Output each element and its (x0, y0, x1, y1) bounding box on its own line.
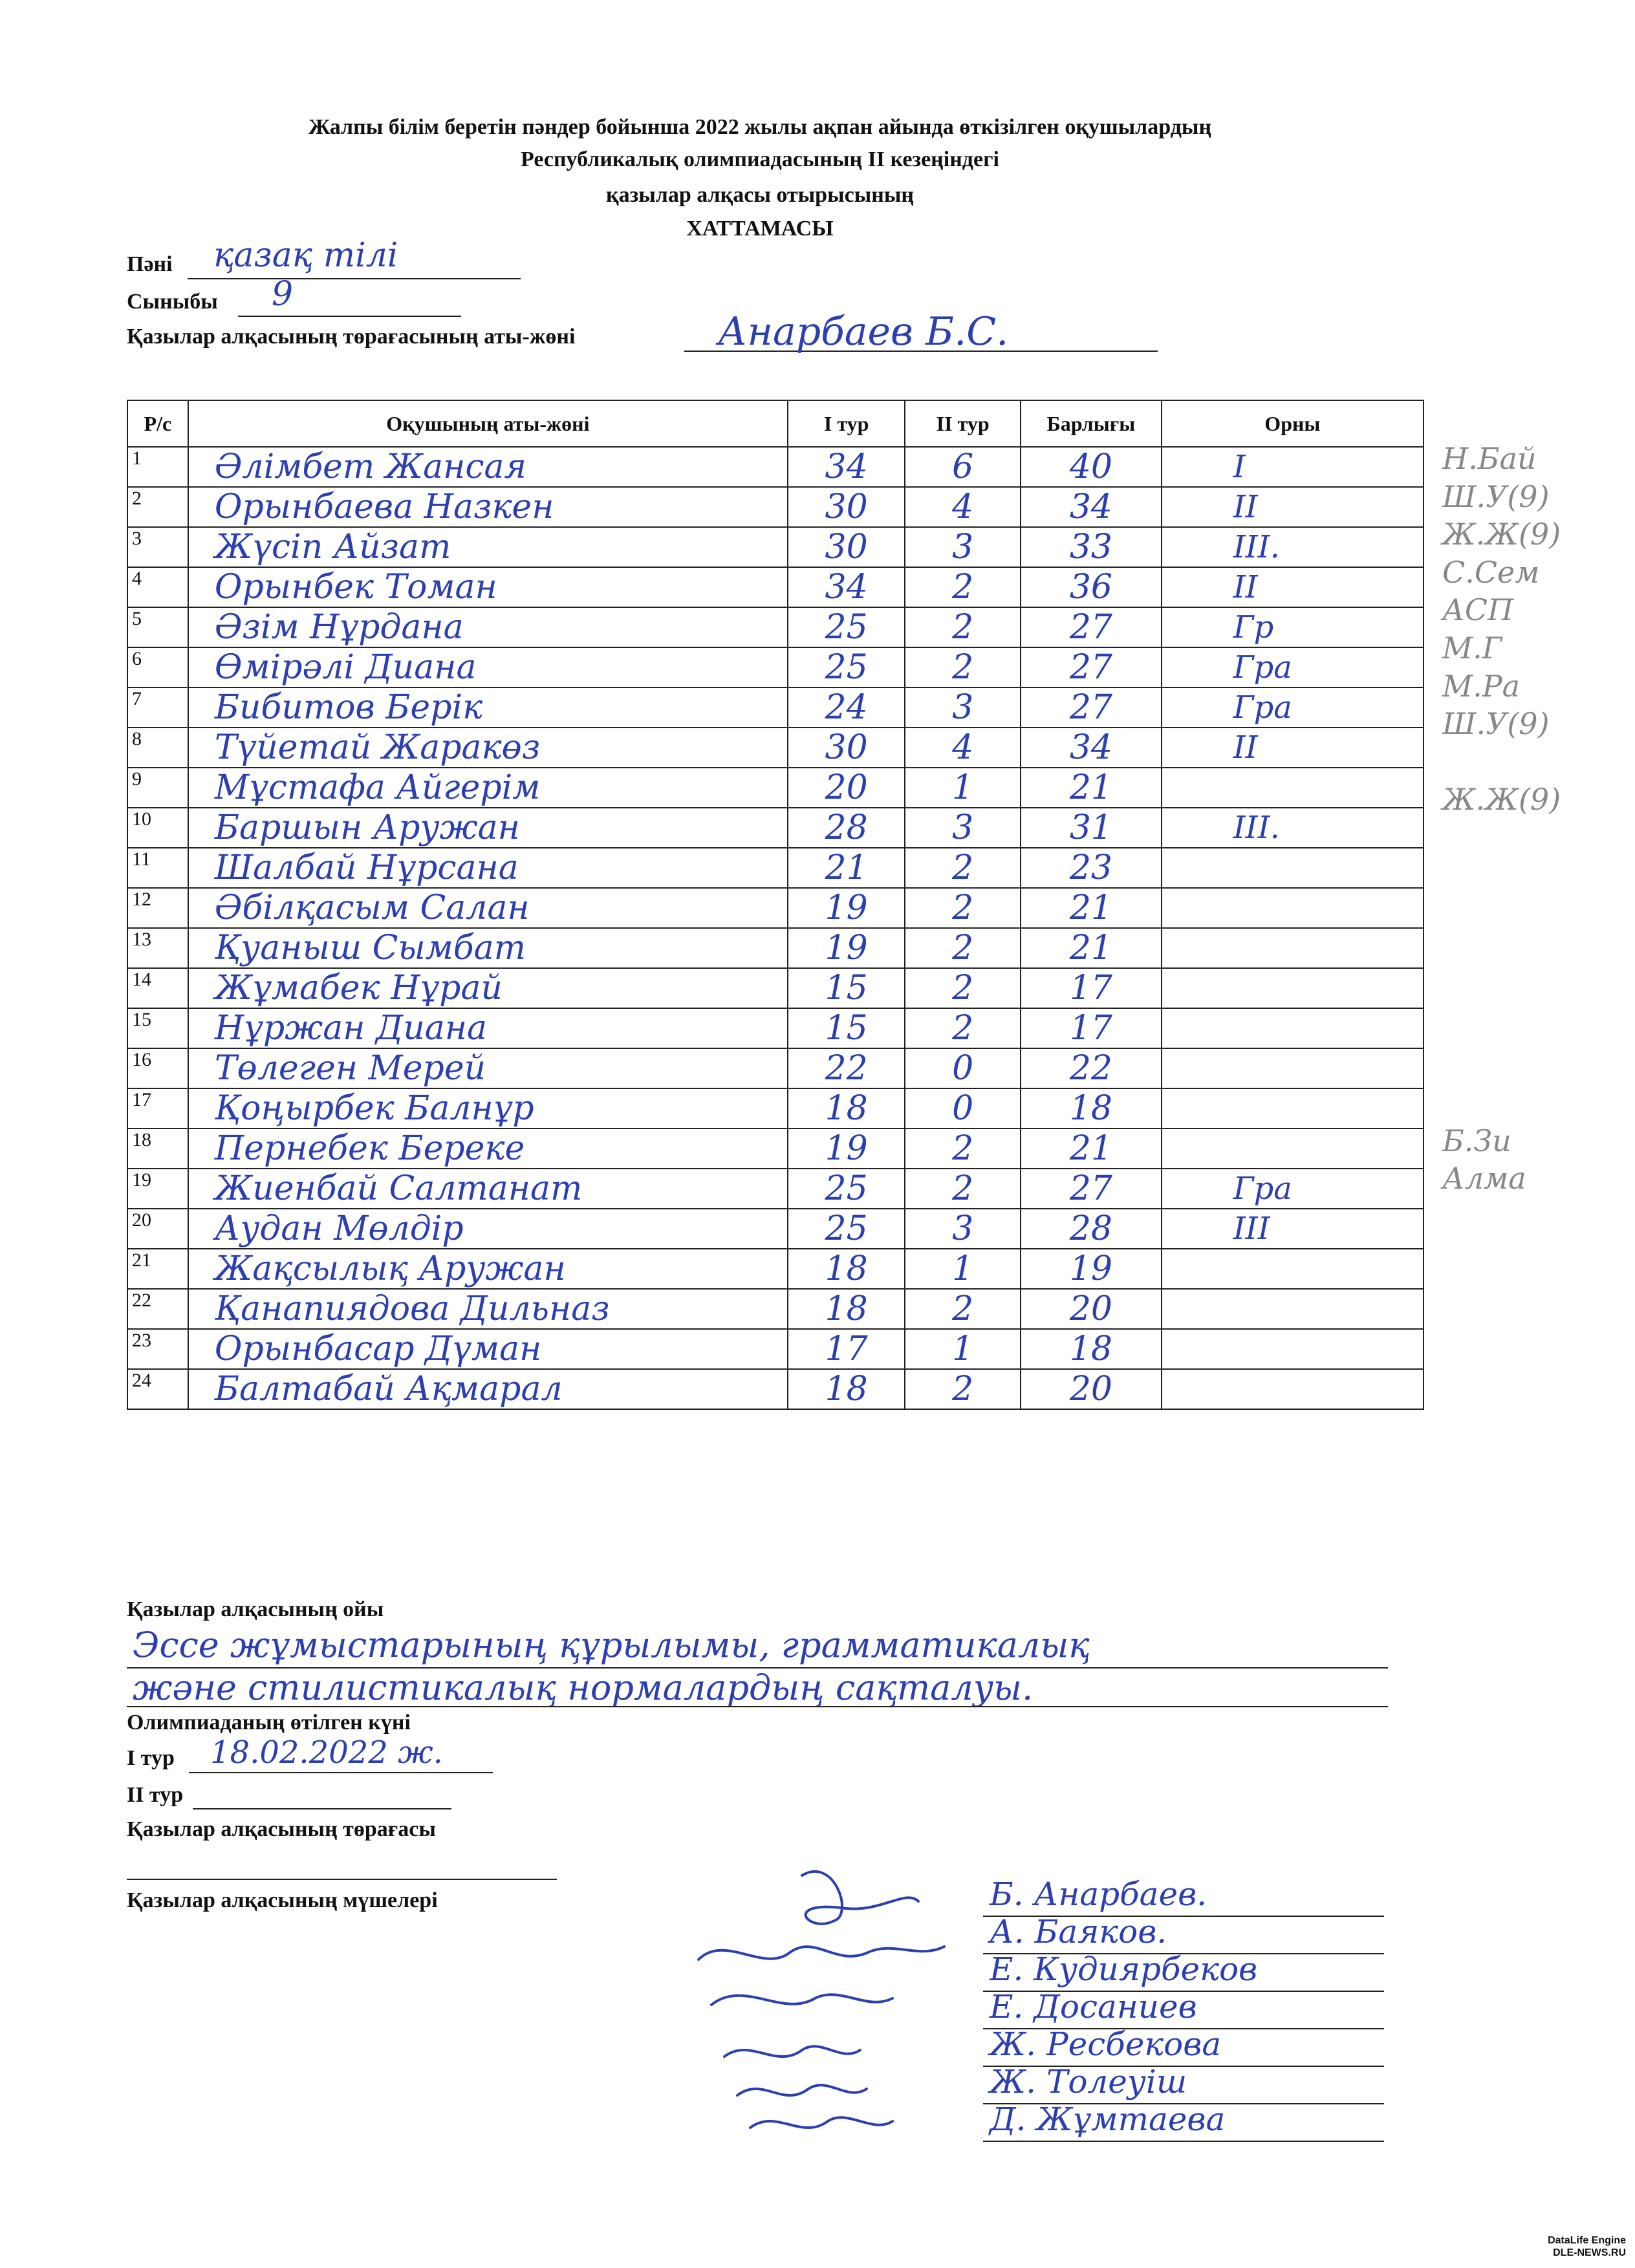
table-row (127, 1048, 1424, 1088)
total-score: 18 (1021, 1088, 1162, 1129)
col-header-name: Оқушының аты-жөні (188, 400, 788, 447)
tour2-score: 1 (905, 768, 1021, 808)
row-number: 23 (127, 1329, 188, 1369)
row-number: 3 (127, 527, 188, 567)
place (1162, 888, 1424, 928)
tour2-label: ІІ тур (127, 1783, 184, 1807)
total-score: 22 (1021, 1048, 1162, 1088)
total-score: 31 (1021, 808, 1162, 848)
margin-note: Ж.Ж(9) (1442, 782, 1561, 817)
student-name: Қоңырбек Балнұр (188, 1088, 788, 1129)
tour1-score: 30 (788, 527, 905, 567)
table-row (127, 1289, 1424, 1329)
tour2-score: 2 (905, 848, 1021, 888)
opinion-rule-2 (127, 1706, 1388, 1707)
tour2-score: 2 (905, 1169, 1021, 1209)
tour1-score: 28 (788, 808, 905, 848)
place (1162, 1129, 1424, 1169)
tour1-score: 25 (788, 1169, 905, 1209)
total-score: 23 (1021, 848, 1162, 888)
table-row (127, 968, 1424, 1008)
table-body (127, 447, 1424, 1409)
student-name: Орынбаева Назкен (188, 487, 788, 527)
total-score: 21 (1021, 1129, 1162, 1169)
tour2-score: 2 (905, 1369, 1021, 1409)
student-name: Жиенбай Салтанат (188, 1169, 788, 1209)
student-name: Шалбай Нұрсана (188, 848, 788, 888)
row-number: 17 (127, 1088, 188, 1129)
members-label: Қазылар алқасының мүшелері (127, 1888, 438, 1912)
tour1-date: 18.02.2022 ж. (210, 1734, 443, 1771)
col-header-tour1: І тур (788, 400, 905, 447)
table-row (127, 687, 1424, 728)
student-name: Орынбасар Дүман (188, 1329, 788, 1369)
margin-note: С.Сем (1442, 554, 1540, 590)
tour2-score: 4 (905, 487, 1021, 527)
col-header-number: Р/с (127, 400, 188, 447)
place (1162, 1329, 1424, 1369)
chair-sign-label: Қазылар алқасының төрағасы (127, 1817, 436, 1841)
tour2-line (193, 1808, 451, 1809)
margin-note: М.Г (1442, 631, 1502, 665)
row-number: 6 (127, 647, 188, 687)
student-name: Орынбек Томан (188, 567, 788, 607)
table-row (127, 1129, 1424, 1169)
place: ІІ (1162, 728, 1424, 768)
student-name: Нұржан Диана (188, 1008, 788, 1048)
results-table (127, 400, 1424, 1410)
col-header-place: Орны (1162, 400, 1424, 447)
place (1162, 928, 1424, 968)
footer-line-1: DataLife Engine (1548, 2235, 1626, 2246)
place: Гра (1162, 647, 1424, 687)
tour1-score: 22 (788, 1048, 905, 1088)
header-line-1: Жалпы білім беретін пәндер бойынша 2022 жылы ақпан айында өткізілген оқушылардың (308, 115, 1212, 139)
table-row (127, 447, 1424, 487)
grade-label: Сыныбы (127, 290, 218, 314)
student-name: Қуаныш Сымбат (188, 928, 788, 968)
tour1-score: 25 (788, 607, 905, 647)
tour1-line (189, 1772, 493, 1773)
tour2-score: 3 (905, 808, 1021, 848)
student-name: Пернебек Берекe (188, 1129, 788, 1169)
tour1-score: 18 (788, 1088, 905, 1129)
student-name: Жүсіп Айзат (188, 527, 788, 567)
place (1162, 1088, 1424, 1129)
table-row (127, 1169, 1424, 1209)
total-score: 36 (1021, 567, 1162, 607)
tour2-score: 1 (905, 1249, 1021, 1289)
student-name: Жақсылық Аружан (188, 1249, 788, 1289)
tour1-score: 25 (788, 1209, 905, 1249)
table-row (127, 768, 1424, 808)
row-number: 16 (127, 1048, 188, 1088)
student-name: Жұмабек Нұрай (188, 968, 788, 1008)
total-score: 20 (1021, 1289, 1162, 1329)
tour1-score: 19 (788, 1129, 905, 1169)
total-score: 21 (1021, 928, 1162, 968)
place (1162, 968, 1424, 1008)
col-header-tour2: ІІ тур (905, 400, 1021, 447)
place: ІІІ. (1162, 527, 1424, 567)
tour2-score: 2 (905, 888, 1021, 928)
student-name: Әбілқасым Салан (188, 888, 788, 928)
tour2-score: 2 (905, 968, 1021, 1008)
subject-value: қазақ тілі (213, 236, 398, 275)
col-header-total: Барлығы (1021, 400, 1162, 447)
tour1-score: 19 (788, 888, 905, 928)
tour1-score: 17 (788, 1329, 905, 1369)
row-number: 15 (127, 1008, 188, 1048)
grade-value: 9 (272, 275, 294, 314)
subject-label: Пәні (127, 252, 173, 276)
tour2-score: 3 (905, 527, 1021, 567)
student-name: Мұстафа Айгерім (188, 768, 788, 808)
row-number: 1 (127, 447, 188, 487)
tour1-label: І тур (127, 1746, 175, 1770)
place (1162, 848, 1424, 888)
chair-sign-line (127, 1879, 557, 1880)
tour1-score: 34 (788, 567, 905, 607)
tour2-score: 6 (905, 447, 1021, 487)
student-name: Әзім Нұрдана (188, 607, 788, 647)
table-row (127, 1008, 1424, 1048)
tour1-score: 21 (788, 848, 905, 888)
total-score: 27 (1021, 647, 1162, 687)
table-row (127, 1209, 1424, 1249)
total-score: 27 (1021, 687, 1162, 728)
table-row (127, 527, 1424, 567)
member-name: Б. Анарбаев. (990, 1875, 1207, 1913)
row-number: 5 (127, 607, 188, 647)
table-row (127, 728, 1424, 768)
table-row (127, 888, 1424, 928)
margin-note: Н.Бай (1442, 441, 1537, 476)
header-line-3: қазылар алқасы отырысының (606, 183, 914, 207)
grade-line (238, 316, 461, 317)
subject-line (188, 278, 521, 279)
place (1162, 1369, 1424, 1409)
member-line (983, 2141, 1384, 2142)
place: ІІІ. (1162, 808, 1424, 848)
place: І (1162, 447, 1424, 487)
tour1-score: 18 (788, 1249, 905, 1289)
row-number: 18 (127, 1129, 188, 1169)
margin-note: Ж.Ж(9) (1442, 517, 1561, 552)
total-score: 28 (1021, 1209, 1162, 1249)
total-score: 21 (1021, 888, 1162, 928)
table-header-row (127, 400, 1424, 447)
total-score: 34 (1021, 487, 1162, 527)
tour1-score: 30 (788, 487, 905, 527)
row-number: 2 (127, 487, 188, 527)
student-name: Баршын Аружан (188, 808, 788, 848)
place (1162, 1289, 1424, 1329)
tour2-score: 0 (905, 1088, 1021, 1129)
total-score: 17 (1021, 1008, 1162, 1048)
row-number: 19 (127, 1169, 188, 1209)
total-score: 18 (1021, 1329, 1162, 1369)
dates-label: Олимпиаданың өтілген күні (127, 1711, 411, 1734)
row-number: 4 (127, 567, 188, 607)
table-row (127, 1249, 1424, 1289)
footer-line-2: DLE-NEWS.RU (1553, 2247, 1626, 2258)
tour1-score: 18 (788, 1289, 905, 1329)
member-name: Е. Кудиярбеков (990, 1950, 1258, 1988)
tour1-score: 15 (788, 1008, 905, 1048)
margin-note: Б.Зи (1442, 1123, 1511, 1158)
tour2-score: 2 (905, 647, 1021, 687)
tour1-score: 24 (788, 687, 905, 728)
student-name: Түйетай Жаракөз (188, 728, 788, 768)
row-number: 7 (127, 687, 188, 728)
site-footer (1548, 2234, 1626, 2259)
student-name: Бибитов Берік (188, 687, 788, 728)
document-title: ХАТТАМАСЫ (686, 217, 834, 241)
tour2-score: 4 (905, 728, 1021, 768)
opinion-line-1: Эссе жұмыстарының құрылымы, грамматикалық (133, 1625, 1090, 1665)
place: Гра (1162, 687, 1424, 728)
chair-label: Қазылар алқасының төрағасының аты-жөні (127, 325, 576, 349)
student-name: Әлімбет Жансая (188, 447, 788, 487)
member-name: Ж. Ресбекова (990, 2025, 1222, 2063)
member-name: Ж. Толеуіш (990, 2063, 1187, 2101)
tour2-score: 2 (905, 1289, 1021, 1329)
table-row (127, 928, 1424, 968)
student-name: Аудан Мөлдір (188, 1209, 788, 1249)
tour2-score: 2 (905, 928, 1021, 968)
student-name: Төлеген Мерей (188, 1048, 788, 1088)
margin-note: АСП (1442, 592, 1514, 628)
tour1-score: 30 (788, 728, 905, 768)
tour1-score: 19 (788, 928, 905, 968)
tour1-score: 20 (788, 768, 905, 808)
place: ІІ (1162, 487, 1424, 527)
total-score: 27 (1021, 607, 1162, 647)
member-name: А. Баяков. (990, 1913, 1167, 1950)
total-score: 34 (1021, 728, 1162, 768)
row-number: 14 (127, 968, 188, 1008)
tour2-score: 2 (905, 607, 1021, 647)
tour2-score: 3 (905, 687, 1021, 728)
place (1162, 768, 1424, 808)
total-score: 21 (1021, 768, 1162, 808)
member-name: Е. Досаниев (990, 1988, 1197, 2025)
row-number: 12 (127, 888, 188, 928)
row-number: 20 (127, 1209, 188, 1249)
row-number: 13 (127, 928, 188, 968)
row-number: 9 (127, 768, 188, 808)
tour2-score: 2 (905, 567, 1021, 607)
table-row (127, 487, 1424, 527)
tour1-score: 25 (788, 647, 905, 687)
tour2-score: 3 (905, 1209, 1021, 1249)
row-number: 21 (127, 1249, 188, 1289)
row-number: 10 (127, 808, 188, 848)
place: ІІІ (1162, 1209, 1424, 1249)
place (1162, 1008, 1424, 1048)
signatures-scribble (686, 1863, 983, 2147)
margin-note: Ш.У(9) (1442, 479, 1550, 514)
table-row (127, 607, 1424, 647)
tour1-score: 18 (788, 1369, 905, 1409)
table-row (127, 848, 1424, 888)
opinion-line-2: және стилистикалық нормалардың сақталуы. (133, 1667, 1034, 1708)
place (1162, 1048, 1424, 1088)
table-row (127, 1088, 1424, 1129)
margin-note: Ш.У(9) (1442, 706, 1550, 742)
row-number: 8 (127, 728, 188, 768)
tour2-score: 0 (905, 1048, 1021, 1088)
member-name: Д. Жұмтаева (990, 2101, 1226, 2138)
tour2-score: 2 (905, 1008, 1021, 1048)
place: Гр (1162, 607, 1424, 647)
chair-value: Анарбаев Б.С. (718, 309, 1009, 354)
student-name: Өмірәлі Диана (188, 647, 788, 687)
margin-note: М.Ра (1442, 668, 1521, 704)
student-name: Қанапиядова Дильназ (188, 1289, 788, 1329)
tour1-score: 15 (788, 968, 905, 1008)
table-row (127, 647, 1424, 687)
total-score: 27 (1021, 1169, 1162, 1209)
total-score: 19 (1021, 1249, 1162, 1289)
table-row (127, 567, 1424, 607)
table-row (127, 808, 1424, 848)
row-number: 24 (127, 1369, 188, 1409)
tour1-score: 34 (788, 447, 905, 487)
row-number: 11 (127, 848, 188, 888)
total-score: 20 (1021, 1369, 1162, 1409)
row-number: 22 (127, 1289, 188, 1329)
table-row (127, 1329, 1424, 1369)
place (1162, 1249, 1424, 1289)
table-row (127, 1369, 1424, 1409)
tour2-score: 2 (905, 1129, 1021, 1169)
total-score: 17 (1021, 968, 1162, 1008)
margin-note: Алма (1442, 1161, 1526, 1196)
student-name: Балтабай Ақмарал (188, 1369, 788, 1409)
total-score: 40 (1021, 447, 1162, 487)
opinion-label: Қазылар алқасының ойы (127, 1597, 384, 1621)
place: ІІ (1162, 567, 1424, 607)
header-line-2: Республикалық олимпиадасының ІІ кезеңіндегі (521, 147, 999, 171)
place: Гра (1162, 1169, 1424, 1209)
tour2-score: 1 (905, 1329, 1021, 1369)
total-score: 33 (1021, 527, 1162, 567)
